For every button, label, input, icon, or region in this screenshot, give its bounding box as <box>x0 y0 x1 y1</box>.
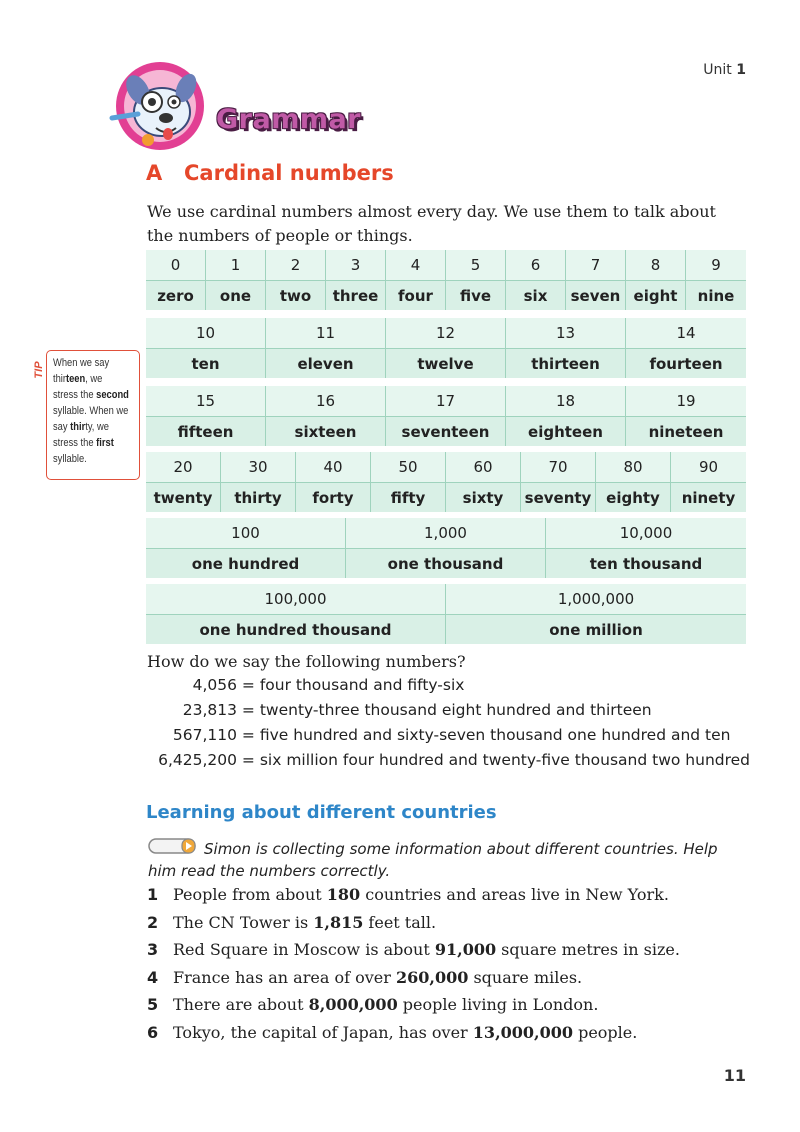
table-word-cell: eight <box>626 280 686 310</box>
table-number-cell: 5 <box>446 250 506 280</box>
example-number: 567,110 <box>172 726 237 744</box>
number-table <box>146 518 746 578</box>
table-number-cell: 16 <box>266 386 386 416</box>
exercise-item <box>147 940 680 959</box>
equals-sign: = <box>237 701 260 719</box>
table-word-cell: two <box>266 280 326 310</box>
table-word-cell: eighteen <box>506 416 626 446</box>
tip-line-text: stress the <box>53 389 97 401</box>
grammar-banner-title: Grammar <box>216 104 361 135</box>
table-word-cell: eleven <box>266 348 386 378</box>
table-number-cell: 1 <box>206 250 266 280</box>
table-word-cell: one hundred thousand <box>146 614 446 644</box>
tip-line-text: When we say <box>53 357 110 369</box>
example-line <box>147 751 750 769</box>
table-word-cell: twelve <box>386 348 506 378</box>
example-number: 4,056 <box>192 676 237 694</box>
table-number-cell: 8 <box>626 250 686 280</box>
table-word-cell: eighty <box>596 482 671 512</box>
table-word-cell: thirty <box>221 482 296 512</box>
table-word-cell: ten thousand <box>546 548 746 578</box>
item-number: 5 <box>147 995 159 1014</box>
table-word-cell: fifty <box>371 482 446 512</box>
table-word-cell: one million <box>446 614 746 644</box>
number-table <box>146 584 746 644</box>
table-word-cell: one thousand <box>346 548 546 578</box>
item-bold-number: 8,000,000 <box>308 995 398 1014</box>
table-word-cell: ten <box>146 348 266 378</box>
item-text: Red Square in Moscow is about <box>173 940 435 959</box>
item-number: 6 <box>147 1022 159 1042</box>
item-number: 4 <box>147 967 159 987</box>
table-word-cell: one <box>206 280 266 310</box>
table-number-cell: 50 <box>371 452 446 482</box>
table-number-cell: 30 <box>221 452 296 482</box>
exercise-item <box>147 913 436 932</box>
tip-line-bold: second <box>96 389 129 401</box>
item-bold-number: 260,000 <box>395 967 469 987</box>
table-word-cell: four <box>386 280 446 310</box>
item-text: The CN Tower is <box>173 912 314 932</box>
table-number-cell: 10 <box>146 318 266 348</box>
tip-line-bold: first <box>96 437 114 449</box>
table-word-cell: six <box>506 280 566 310</box>
equals-sign: = <box>237 751 260 769</box>
table-number-cell: 3 <box>326 250 386 280</box>
table-number-cell: 17 <box>386 386 506 416</box>
exercise-item <box>147 885 669 904</box>
table-number-cell: 11 <box>266 318 386 348</box>
table-number-cell: 2 <box>266 250 326 280</box>
table-number-cell: 100,000 <box>146 584 446 614</box>
table-word-cell: seventeen <box>386 416 506 446</box>
table-word-cell: forty <box>296 482 371 512</box>
table-word-cell: fifteen <box>146 416 266 446</box>
table-number-cell: 90 <box>698 458 719 476</box>
table-word-cell: sixteen <box>266 416 386 446</box>
tip-line <box>53 387 129 403</box>
table-number-cell: 12 <box>386 318 506 348</box>
example-line <box>147 726 730 744</box>
table-word-cell: nine <box>686 280 746 310</box>
table-number-cell: 15 <box>146 386 266 416</box>
item-text: people living in London. <box>397 995 599 1014</box>
item-text: Tokyo, the capital of Japan, has over <box>173 1022 473 1042</box>
item-text: feet tall. <box>363 912 437 932</box>
tip-line-text: ty, we <box>85 421 109 433</box>
tip-line <box>53 435 124 451</box>
question-text: How do we say the following numbers? <box>147 652 466 671</box>
section-letter: A <box>146 161 163 185</box>
table-word-cell: zero <box>146 280 206 310</box>
table-word-cell: seven <box>566 280 626 310</box>
tip-line-text: say <box>53 421 71 433</box>
table-number-cell: 14 <box>676 324 696 342</box>
item-number: 1 <box>147 885 159 904</box>
section-heading-countries: Learning about different countries <box>146 802 497 823</box>
tip-label: TIP <box>32 361 45 379</box>
exercise-item <box>147 995 598 1014</box>
table-number-cell: 13 <box>506 318 626 348</box>
item-text: France has an area of over <box>173 967 396 987</box>
item-text: square miles. <box>468 967 583 987</box>
table-word-cell: five <box>446 280 506 310</box>
table-number-cell: 1,000,000 <box>557 590 635 608</box>
table-word-cell: thirteen <box>506 348 626 378</box>
tip-line-bold: teen <box>65 373 86 385</box>
table-number-cell: 20 <box>146 452 221 482</box>
tip-line <box>53 371 124 387</box>
table-number-cell: 7 <box>566 250 626 280</box>
table-number-cell: 100 <box>146 518 346 548</box>
table-word-cell: nineteen <box>626 416 746 446</box>
table-word-cell: sixty <box>446 482 521 512</box>
exercise-instruction: Simon is collecting some information about different countries. Help him read the numbers correctly. <box>148 840 718 880</box>
table-word-cell: three <box>326 280 386 310</box>
tip-line-text: thir <box>53 373 66 385</box>
tip-line <box>53 403 129 419</box>
item-bold-number: 1,815 <box>313 912 364 932</box>
equals-sign: = <box>237 676 260 694</box>
tip-text <box>53 355 129 467</box>
unit-number: 1 <box>736 62 746 78</box>
table-number-cell: 70 <box>521 452 596 482</box>
section-title: Cardinal numbers <box>184 161 394 185</box>
table-number-cell: 40 <box>296 452 371 482</box>
item-text: There are about <box>173 995 309 1014</box>
example-words: six million four hundred and twenty-five thousand two hundred <box>259 751 751 769</box>
item-bold-number: 91,000 <box>434 940 497 959</box>
item-text: square metres in size. <box>496 940 680 959</box>
table-word-cell: seventy <box>521 482 596 512</box>
example-number: 6,425,200 <box>158 751 237 769</box>
page-number: 11 <box>723 1066 746 1085</box>
item-number: 3 <box>147 940 159 959</box>
example-line <box>147 701 652 719</box>
equals-sign: = <box>237 726 260 744</box>
dog-mascot-icon <box>108 56 208 156</box>
table-number-cell: 19 <box>676 392 696 410</box>
table-word-cell: twenty <box>146 482 221 512</box>
item-text: People from about <box>173 885 327 904</box>
intro-paragraph: We use cardinal numbers almost every day. We use them to talk about the numbers of people or things. <box>147 202 716 245</box>
tip-line <box>53 355 124 371</box>
example-words: five hundred and sixty-seven thousand one hundred and ten <box>259 726 731 744</box>
example-number: 23,813 <box>182 701 237 719</box>
item-text: people. <box>573 1022 638 1042</box>
item-bold-number: 180 <box>326 885 361 904</box>
item-number: 2 <box>147 912 159 932</box>
table-number-cell: 60 <box>446 452 521 482</box>
tip-line-bold: thir <box>70 421 86 433</box>
number-table <box>146 318 746 378</box>
tip-line-text: syllable. When we <box>53 405 129 417</box>
number-table <box>146 452 746 512</box>
table-number-cell: 4 <box>386 250 446 280</box>
table-word-cell: one hundred <box>146 548 346 578</box>
item-text: countries and areas live in New York. <box>360 885 669 904</box>
unit-text: Unit <box>703 62 732 78</box>
tip-line-text: syllable. <box>53 453 87 465</box>
table-number-cell: 9 <box>711 256 721 274</box>
table-word-cell: ninety <box>671 482 746 512</box>
item-bold-number: 13,000,000 <box>472 1022 573 1042</box>
table-word-cell: fourteen <box>626 348 746 378</box>
table-number-cell: 6 <box>506 250 566 280</box>
exercise-item <box>147 968 582 987</box>
number-table <box>146 250 746 310</box>
example-line <box>147 676 464 694</box>
exercise-item <box>147 1023 637 1042</box>
tip-line <box>53 419 124 435</box>
table-number-cell: 80 <box>596 452 671 482</box>
example-words: four thousand and fifty-six <box>259 676 465 694</box>
table-number-cell: 10,000 <box>619 524 673 542</box>
table-number-cell: 0 <box>146 250 206 280</box>
unit-label <box>703 62 746 78</box>
tip-line-text: stress the <box>53 437 97 449</box>
tip-line <box>53 451 124 467</box>
example-words: twenty-three thousand eight hundred and thirteen <box>259 701 652 719</box>
tip-line-text: , we <box>85 373 103 385</box>
table-number-cell: 1,000 <box>346 518 546 548</box>
table-number-cell: 18 <box>506 386 626 416</box>
number-table <box>146 386 746 446</box>
